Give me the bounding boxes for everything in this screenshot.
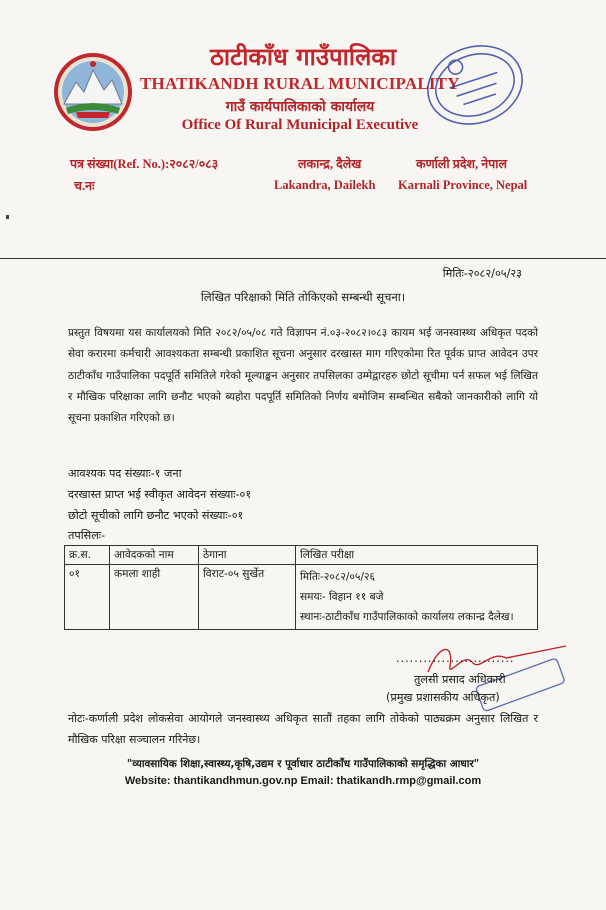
- org-name-english: THATIKANDH RURAL MUNICIPALITY: [140, 74, 460, 93]
- candidate-table: [64, 545, 538, 630]
- header-divider: [0, 258, 606, 259]
- details-label: तपसिलः-: [68, 529, 106, 542]
- province-nepali: कर्णाली प्रदेश, नेपाल: [416, 157, 507, 171]
- notice-paragraph: प्रस्तुत विषयमा यस कार्यालयको मिति २०८२/०५/०८ गते विज्ञापन नं.०३-२०८२।०८३ कायम भई जनस्वास्थ्य अधिकृत पदको सेवा करारमा कर्मचारी आवश्यकता सम्बन्धी प्रकाशित सूचना अनुसार दरखास्त माग गरिएकोमा रित पूर्वक प्राप्त आवेदन उपर ठाटीकाँध गाउँपालिका पदपूर्ति समितिले गरेको मूल्याङ्कन अनुसार तपसिलका उम्मेद्वारहरु छोटो सूचीमा पर्न सफल भई लिखित र मौखिक परिक्षाका लागि छनौट भएको ब्यहोरा पदपूर्ति समितिको निर्णय बमोजिम सम्बन्धित सबैको जानकारीको लागि यो सूचना प्रकाशित गरिएको छ।: [68, 327, 538, 425]
- footer-note: नोटः-कर्णाली प्रदेश लोकसेवा आयोगले जनस्वास्थ्य अधिकृत सातौं तहका लागि तोकेको पाठ्यक्रम अनुसार लिखित र मौखिक परिक्षा सञ्चालन गरिनेछ।: [68, 712, 538, 746]
- cell-address: विराट-०५ सुर्खेत: [199, 565, 296, 630]
- office-name-nepali: गाउँ कार्यपालिकाको कार्यालय: [225, 99, 375, 115]
- ref-number: पत्र संख्या(Ref. No.):२०८२/०८३: [70, 157, 219, 171]
- cell-sn: ०१: [65, 565, 110, 630]
- exam-time: समयः- विहान ११ बजे: [300, 591, 384, 603]
- exam-place: स्थानः-ठाटीकाँध गाउँपालिकाको कार्यालय लकान्द्र दैलेख।: [300, 611, 514, 623]
- cha-number: च.नः: [74, 179, 95, 193]
- footer-slogan: "व्यावसायिक शिक्षा,स्वास्थ्य,कृषि,उद्यम र पूर्वाधार ठाटीकाँध गाउँपालिकाको समृद्धिका आधार": [126, 758, 480, 770]
- cell-name: कमला शाही: [110, 565, 199, 630]
- header-sn: क्र.स.: [65, 546, 110, 565]
- signatory-title: (प्रमुख प्रशासकीय अधिकृत): [386, 691, 500, 704]
- office-seal-stamp: [420, 38, 530, 133]
- location-english: Lakandra, Dailekh: [274, 178, 376, 192]
- header-exam: लिखित परीक्षा: [296, 546, 538, 565]
- notice-date: मितिः-२०८२/०५/२३: [442, 267, 522, 280]
- footer-website-email: Website: thantikandhmun.gov.np Email: thatikandh.rmp@gmail.com: [124, 775, 482, 787]
- table-header-row: [65, 546, 538, 565]
- exam-date: मितिः-२०८२/०५/२६: [300, 571, 376, 583]
- org-name-nepali: ठाटीकाँध गाउँपालिका: [209, 43, 397, 71]
- notice-subject: लिखित परिक्षाको मिति तोकिएको सम्बन्धी सूचना।: [200, 290, 406, 304]
- province-english: Karnali Province, Nepal: [398, 178, 528, 192]
- header-address: ठेगाना: [199, 546, 296, 565]
- header-name: आवेदकको नाम: [110, 546, 199, 565]
- post-count: आवश्यक पद संख्याः-१ जना: [68, 467, 182, 480]
- office-name-english: Office Of Rural Municipal Executive: [181, 117, 419, 133]
- table-row: [65, 565, 538, 630]
- location-nepali: लकान्द्र, दैलेख: [298, 157, 362, 171]
- applications-count: दरखास्त प्राप्त भई स्वीकृत आवेदन संख्याः-०१: [68, 488, 252, 501]
- signatory-name: तुलसी प्रसाद अधिकारी: [414, 673, 506, 686]
- cell-exam: [296, 565, 538, 630]
- shortlisted-count: छोटो सूचीको लागि छनौट भएको संख्याः-०१: [68, 509, 244, 522]
- scan-mark: [6, 215, 9, 219]
- signature-line: ..........................: [396, 652, 515, 665]
